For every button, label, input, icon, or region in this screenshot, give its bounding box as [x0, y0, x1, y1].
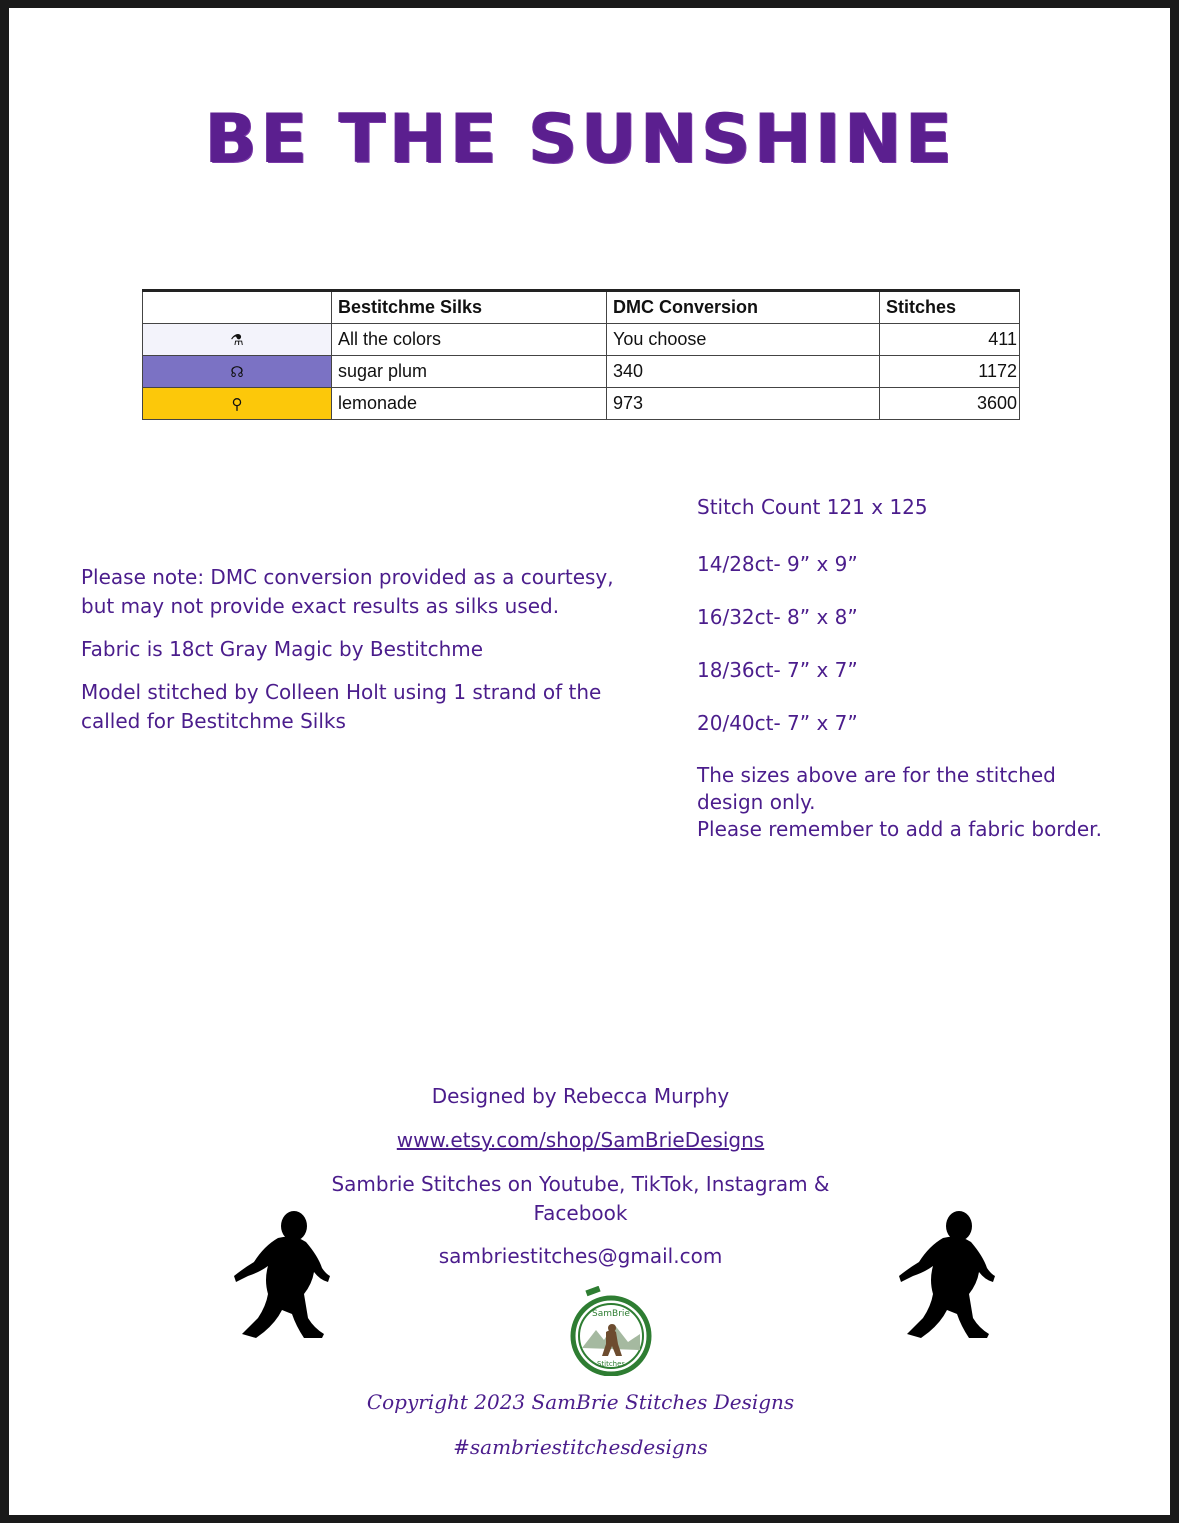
logo-subtext: Stitches: [596, 1360, 626, 1368]
header-stitches: Stitches: [880, 291, 1020, 324]
size-20ct: 20/40ct- 7” x 7”: [697, 711, 858, 735]
fabric-note: Fabric is 18ct Gray Magic by Bestitchme: [81, 637, 484, 661]
silk-name: lemonade: [332, 388, 607, 420]
size-note: The sizes above are for the stitched design only. Please remember to add a fabric border.: [697, 763, 1102, 841]
size-18ct: 18/36ct- 7” x 7”: [697, 658, 858, 682]
stitch-count: 411: [880, 324, 1020, 356]
copyright-text: Copyright 2023 SamBrie Stitches Designs: [366, 1390, 795, 1414]
table-row: [143, 324, 1020, 356]
symbol-cell: [143, 356, 332, 388]
table-header-row: [143, 291, 1020, 324]
color-key-table: [142, 289, 1020, 420]
stitch-count: 1172: [880, 356, 1020, 388]
shop-link-row: [0, 1126, 1161, 1155]
page-title: BE THE SUNSHINE: [204, 100, 957, 179]
dmc-code: 973: [607, 388, 880, 420]
flask-symbol-icon: ⚗: [230, 331, 244, 349]
dmc-code: You choose: [607, 324, 880, 356]
table-row: [143, 356, 1020, 388]
silk-name: All the colors: [332, 324, 607, 356]
logo-text: SamBrie: [592, 1309, 630, 1319]
pattern-notes: [81, 563, 651, 750]
model-note: Model stitched by Colleen Holt using 1 strand of the called for Bestitchme Silks: [81, 680, 602, 733]
header-silks: Bestitchme Silks: [332, 291, 607, 324]
size-16ct: 16/32ct- 8” x 8”: [697, 605, 858, 629]
pin-symbol-icon: ⚲: [231, 395, 243, 413]
bigfoot-left-icon: [234, 1210, 330, 1340]
header-symbol: [143, 291, 332, 324]
size-14ct: 14/28ct- 9” x 9”: [697, 552, 858, 576]
swirl-symbol-icon: ☊: [230, 363, 244, 381]
designer-credit: Designed by Rebecca Murphy: [431, 1084, 730, 1108]
bigfoot-right-icon: [899, 1210, 995, 1340]
symbol-cell: [143, 388, 332, 420]
courtesy-note: Please note: DMC conversion provided as a courtesy, but may not provide exact results as silks used.: [81, 565, 614, 618]
header-dmc: DMC Conversion: [607, 291, 880, 324]
silk-name: sugar plum: [332, 356, 607, 388]
sambrie-logo: [568, 1286, 654, 1376]
symbol-cell: [143, 324, 332, 356]
hashtag: #sambriestitchesdesigns: [453, 1435, 708, 1459]
etsy-shop-link[interactable]: www.etsy.com/shop/SamBrieDesigns: [396, 1128, 765, 1152]
table-row: [143, 388, 1020, 420]
social-media: Sambrie Stitches on Youtube, TikTok, Instagram & Facebook: [331, 1172, 830, 1225]
contact-email[interactable]: sambriestitches@gmail.com: [438, 1244, 723, 1268]
stitch-count: 3600: [880, 388, 1020, 420]
dmc-code: 340: [607, 356, 880, 388]
size-info: [697, 493, 1117, 843]
stitch-count-text: Stitch Count 121 x 125: [697, 495, 928, 519]
